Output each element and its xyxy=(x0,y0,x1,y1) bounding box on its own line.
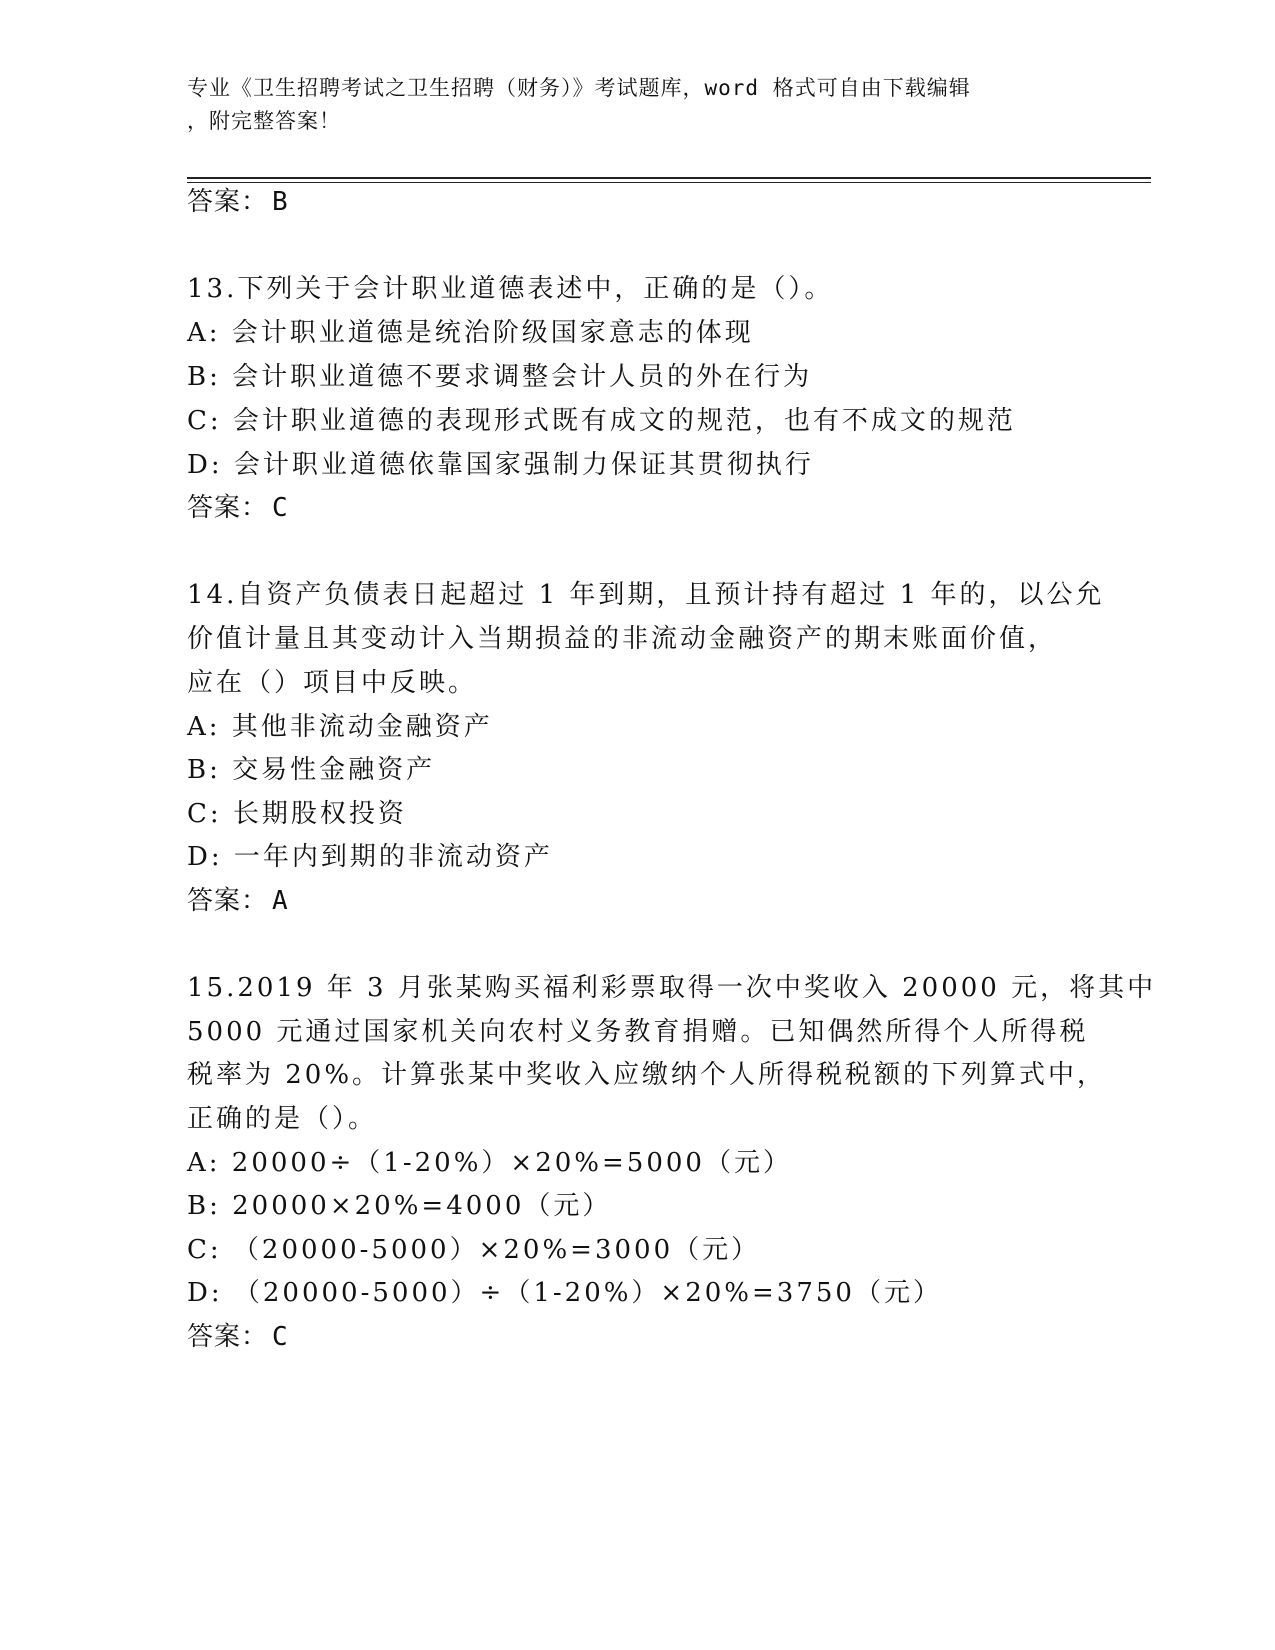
question-15-stem-line-2: 5000 元通过国家机关向农村义务教育捐赠。已知偶然所得个人所得税 xyxy=(187,1017,1089,1047)
answer-value: C xyxy=(272,493,289,523)
question-14-stem-line-2: 价值计量且其变动计入当期损益的非流动金融资产的期末账面价值， xyxy=(187,624,1058,654)
question-14-option-b: B: 交易性金融资产 xyxy=(187,755,436,785)
question-15-option-a: A: 20000÷（1-20%）×20%=5000（元） xyxy=(187,1148,792,1178)
question-15-stem-line-4: 正确的是（）。 xyxy=(187,1104,378,1134)
header-divider-thin xyxy=(187,182,1151,183)
question-13-option-a: A: 会计职业道德是统治阶级国家意志的体现 xyxy=(187,318,754,348)
question-14-stem-line-1: 14.自资产负债表日起超过 1 年到期，且预计持有超过 1 年的，以公允 xyxy=(187,580,1105,610)
answer-label: 答案： xyxy=(187,1322,269,1352)
answer-label: 答案： xyxy=(187,886,269,916)
answer-prev xyxy=(187,185,289,219)
answer-value: A xyxy=(272,886,289,916)
question-13-stem-line-1: 13.下列关于会计职业道德表述中，正确的是（）。 xyxy=(187,274,834,304)
question-15-option-c: C: （20000-5000）×20%=3000（元） xyxy=(187,1235,761,1265)
question-13-option-d: D: 会计职业道德依靠国家强制力保证其贯彻执行 xyxy=(187,450,814,480)
document-header xyxy=(187,72,1067,138)
question-13-answer xyxy=(187,491,289,525)
question-14-option-c: C: 长期股权投资 xyxy=(187,799,407,829)
question-15-option-d: D: （20000-5000）÷（1-20%）×20%=3750（元） xyxy=(187,1278,942,1308)
question-15-stem-line-1: 15.2019 年 3 月张某购买福利彩票取得一次中奖收入 20000 元，将其中 xyxy=(187,973,1157,1003)
answer-value: C xyxy=(272,1322,289,1352)
question-14-option-a: A: 其他非流动金融资产 xyxy=(187,712,493,742)
answer-value: B xyxy=(272,187,289,217)
answer-label: 答案： xyxy=(187,493,269,523)
header-line-1: 专业《卫生招聘考试之卫生招聘（财务）》考试题库，word 格式可自由下载编辑 xyxy=(187,76,971,100)
question-14-answer xyxy=(187,884,289,918)
header-line-2: ，附完整答案！ xyxy=(187,109,341,133)
question-15-stem-line-3: 税率为 20%。计算张某中奖收入应缴纳个人所得税税额的下列算式中， xyxy=(187,1060,1107,1090)
answer-label: 答案： xyxy=(187,187,269,217)
question-13-option-b: B: 会计职业道德不要求调整会计人员的外在行为 xyxy=(187,362,813,392)
question-13-option-c: C: 会计职业道德的表现形式既有成文的规范，也有不成文的规范 xyxy=(187,406,1016,436)
question-15-answer xyxy=(187,1320,289,1354)
header-divider-thick xyxy=(187,177,1151,179)
question-14-option-d: D: 一年内到期的非流动资产 xyxy=(187,842,553,872)
question-14-stem-line-3: 应在（）项目中反映。 xyxy=(187,668,478,698)
question-15-option-b: B: 20000×20%=4000（元） xyxy=(187,1191,612,1221)
